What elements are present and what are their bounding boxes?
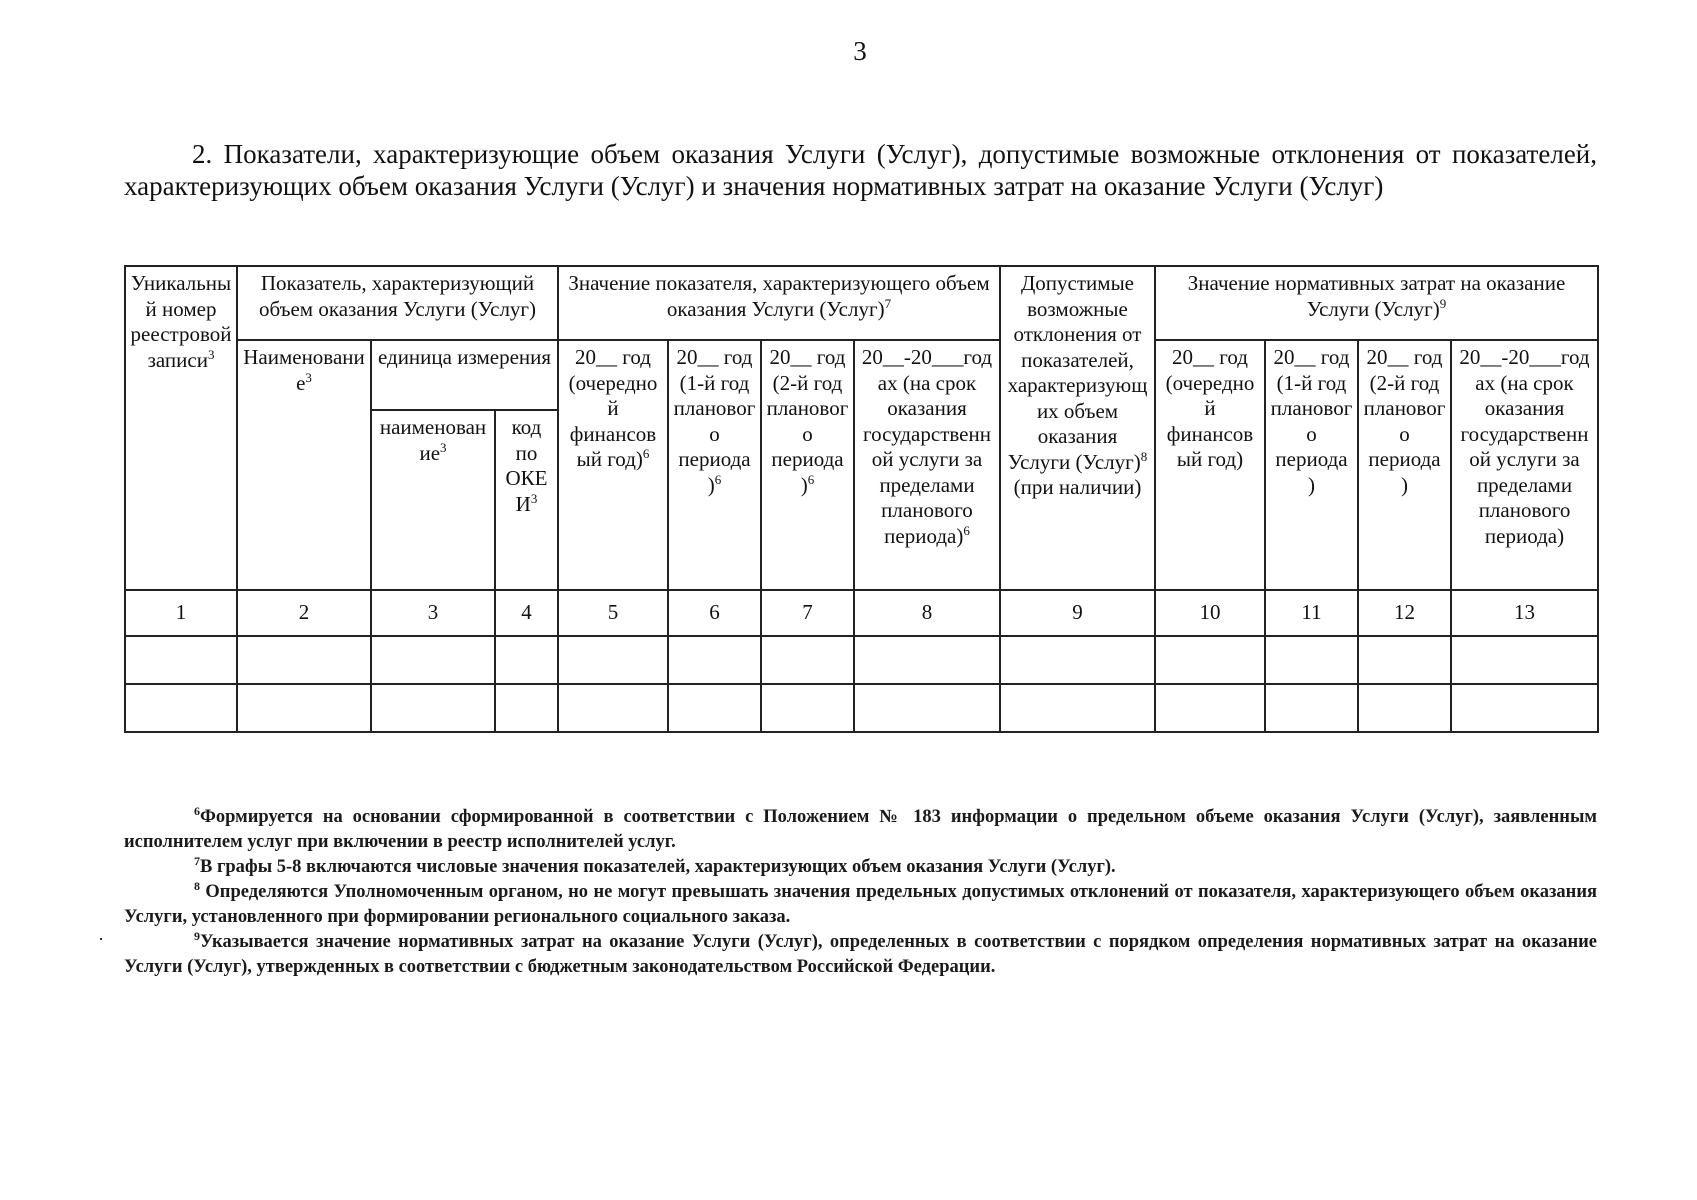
header-unit: единица измерения	[371, 340, 558, 410]
table-cell	[1451, 636, 1598, 684]
header-indicator-name: Наименование$^3$	[237, 340, 371, 590]
column-number: 8	[854, 590, 1000, 636]
header-value-col5: 20__ год (очередной финансовый год)$^6$	[558, 340, 668, 590]
column-number: 9	[1000, 590, 1155, 636]
table-cell	[761, 636, 854, 684]
table-cell	[854, 636, 1000, 684]
table-cell	[1358, 684, 1451, 732]
header-deviations: Допустимые возможные отклонения от показателей, характеризующих объем оказания Услуги (Услуг)$^8$ (при наличии)	[1000, 266, 1155, 590]
table-cell	[495, 684, 558, 732]
header-costs-col12: 20__ год (2-й год планового периода )	[1358, 340, 1451, 590]
table-cell	[237, 684, 371, 732]
header-costs-group: Значение нормативных затрат на оказание Услуги (Услуг)$^9$	[1155, 266, 1598, 340]
footnotes	[124, 805, 1597, 980]
header-unit-code: код по ОКЕИ$^3$	[495, 410, 558, 590]
table-cell	[668, 636, 761, 684]
header-indicator-group: Показатель, характеризующий объем оказания Услуги (Услуг)	[237, 266, 558, 340]
header-costs-col13: 20__-20___годах (на срок оказания государственной услуги за пределами планового периода)	[1451, 340, 1598, 590]
table-cell	[761, 684, 854, 732]
header-value-col6: 20__ год (1-й год планового периода )$^6$	[668, 340, 761, 590]
table-row	[125, 636, 1598, 684]
footnote-9: $^9$Указывается значение нормативных затрат на оказание Услуги (Услуг), определенных в соответствии с порядком определения нормативных затрат на оказание Услуги (Услуг), утвержденных в соответствии с бюджетным законодательством Российской Федерации.	[124, 928, 1597, 977]
indicators-table	[124, 265, 1599, 733]
column-number: 4	[495, 590, 558, 636]
header-value-group: Значение показателя, характеризующего объем оказания Услуги (Услуг)$^7$	[558, 266, 1000, 340]
table-cell	[1155, 636, 1265, 684]
header-unique-number: Уникальный номер реестровой записи$^3$	[125, 266, 237, 590]
table-cell	[668, 684, 761, 732]
column-number: 13	[1451, 590, 1598, 636]
column-number: 6	[668, 590, 761, 636]
table-cell	[495, 636, 558, 684]
header-unit-name: наименование$^3$	[371, 410, 495, 590]
header-value-col7: 20__ год (2-й год планового периода )$^6$	[761, 340, 854, 590]
table-cell	[125, 636, 237, 684]
header-value-col8: 20__-20___годах (на срок оказания государственной услуги за пределами планового периода)$^6$	[854, 340, 1000, 590]
column-number: 10	[1155, 590, 1265, 636]
column-number: 1	[125, 590, 237, 636]
column-number: 5	[558, 590, 668, 636]
table-cell	[237, 636, 371, 684]
table-cell	[1358, 636, 1451, 684]
table-cell	[125, 684, 237, 732]
table-cell	[1451, 684, 1598, 732]
table-cell	[1000, 636, 1155, 684]
column-number: 2	[237, 590, 371, 636]
table-cell	[1265, 684, 1358, 732]
column-number: 7	[761, 590, 854, 636]
column-number: 3	[371, 590, 495, 636]
footnote-6: $^6$Формируется на основании сформированной в соответствии с Положением № 183 информации о предельном объеме оказания Услуги (Услуг), заявленным исполнителем услуг при включении в реестр исполнителей услуг.	[124, 803, 1597, 852]
footnote-7: $^7$В графы 5-8 включаются числовые значения показателей, характеризующих объем оказания Услуги (Услуг).	[194, 853, 1116, 877]
table-cell	[371, 684, 495, 732]
footnote-8: $^8$ Определяются Уполномоченным органом, но не могут превышать значения предельных допустимых отклонений от показателя, характеризующего объем оказания Услуги, установленного при формировании регионального социального заказа.	[124, 878, 1597, 927]
section-title: 2. Показатели, характеризующие объем оказания Услуги (Услуг), допустимые возможные отклонения от показателей, характеризующих объем оказания Услуги (Услуг) и значения нормативных затрат на оказание Услуги (Услуг)	[124, 139, 1597, 201]
column-number: 11	[1265, 590, 1358, 636]
table-cell	[1265, 636, 1358, 684]
table-cell	[558, 684, 668, 732]
page-number: 3	[853, 36, 867, 66]
table-cell	[1155, 684, 1265, 732]
table-cell	[371, 636, 495, 684]
table-row	[125, 684, 1598, 732]
table-cell	[558, 636, 668, 684]
table-cell	[1000, 684, 1155, 732]
column-number: 12	[1358, 590, 1451, 636]
table-cell	[854, 684, 1000, 732]
header-costs-col10: 20__ год (очередной финансовый год)	[1155, 340, 1265, 590]
scan-speck	[100, 938, 102, 940]
header-costs-col11: 20__ год (1-й год планового периода )	[1265, 340, 1358, 590]
